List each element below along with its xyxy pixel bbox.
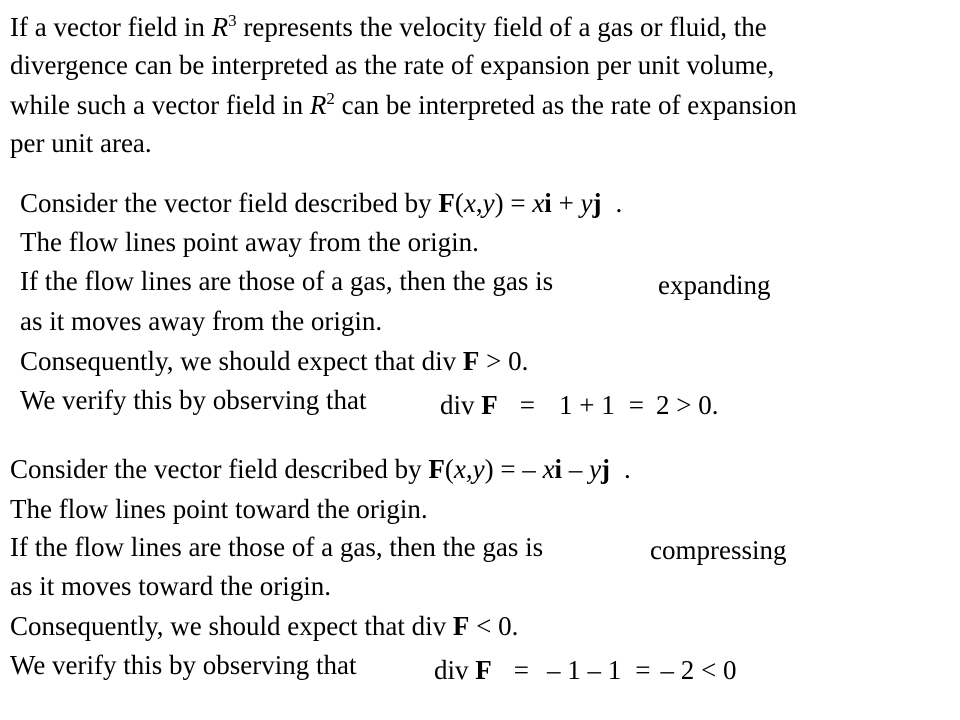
ex2-moves-statement: as it moves toward the origin. (10, 571, 331, 601)
intro-line-1: If a vector field in $R^3$ represents the velocity field of a gas or fluid, the (10, 11, 767, 42)
ex2-flow-statement: The flow lines point toward the origin. (10, 494, 428, 524)
ex1-divergence-equation: div F = 1 + 1 = 2 > 0. (440, 390, 719, 420)
r-symbol: R (211, 12, 229, 42)
ex1-field-definition: Consider the vector field described by F(x,y) = xi + yj . (20, 188, 623, 218)
r-symbol: R (309, 90, 327, 120)
intro-line-2: divergence can be interpreted as the rate of expansion per unit volume, (10, 50, 775, 80)
intro-line-3: while such a vector field in $R^2$ can be interpreted as the rate of expansion (10, 89, 797, 120)
intro-line-4: per unit area. (10, 128, 152, 158)
ex1-flow-statement: The flow lines point away from the origin. (20, 227, 479, 257)
ex2-divergence-equation: div F = – 1 – 1 = – 2 < 0 (434, 655, 737, 685)
ex2-gas-word: compressing (650, 535, 787, 565)
ex2-expectation: Consequently, we should expect that div F < 0. (10, 611, 519, 641)
ex1-gas-word: expanding (658, 270, 771, 300)
ex1-verify: We verify this by observing that (20, 385, 367, 415)
ex2-gas-statement: If the flow lines are those of a gas, then the gas is (10, 532, 544, 562)
ex1-moves-statement: as it moves away from the origin. (20, 306, 383, 336)
exponent-2: 2 (326, 89, 335, 108)
ex1-expectation: Consequently, we should expect that div F > 0. (20, 346, 529, 376)
ex2-verify: We verify this by observing that (10, 650, 357, 680)
ex2-field-definition: Consider the vector field described by F(x,y) = – xi – yj . (10, 454, 631, 484)
ex1-gas-statement: If the flow lines are those of a gas, then the gas is (20, 266, 554, 296)
exponent-3: 3 (228, 11, 237, 30)
